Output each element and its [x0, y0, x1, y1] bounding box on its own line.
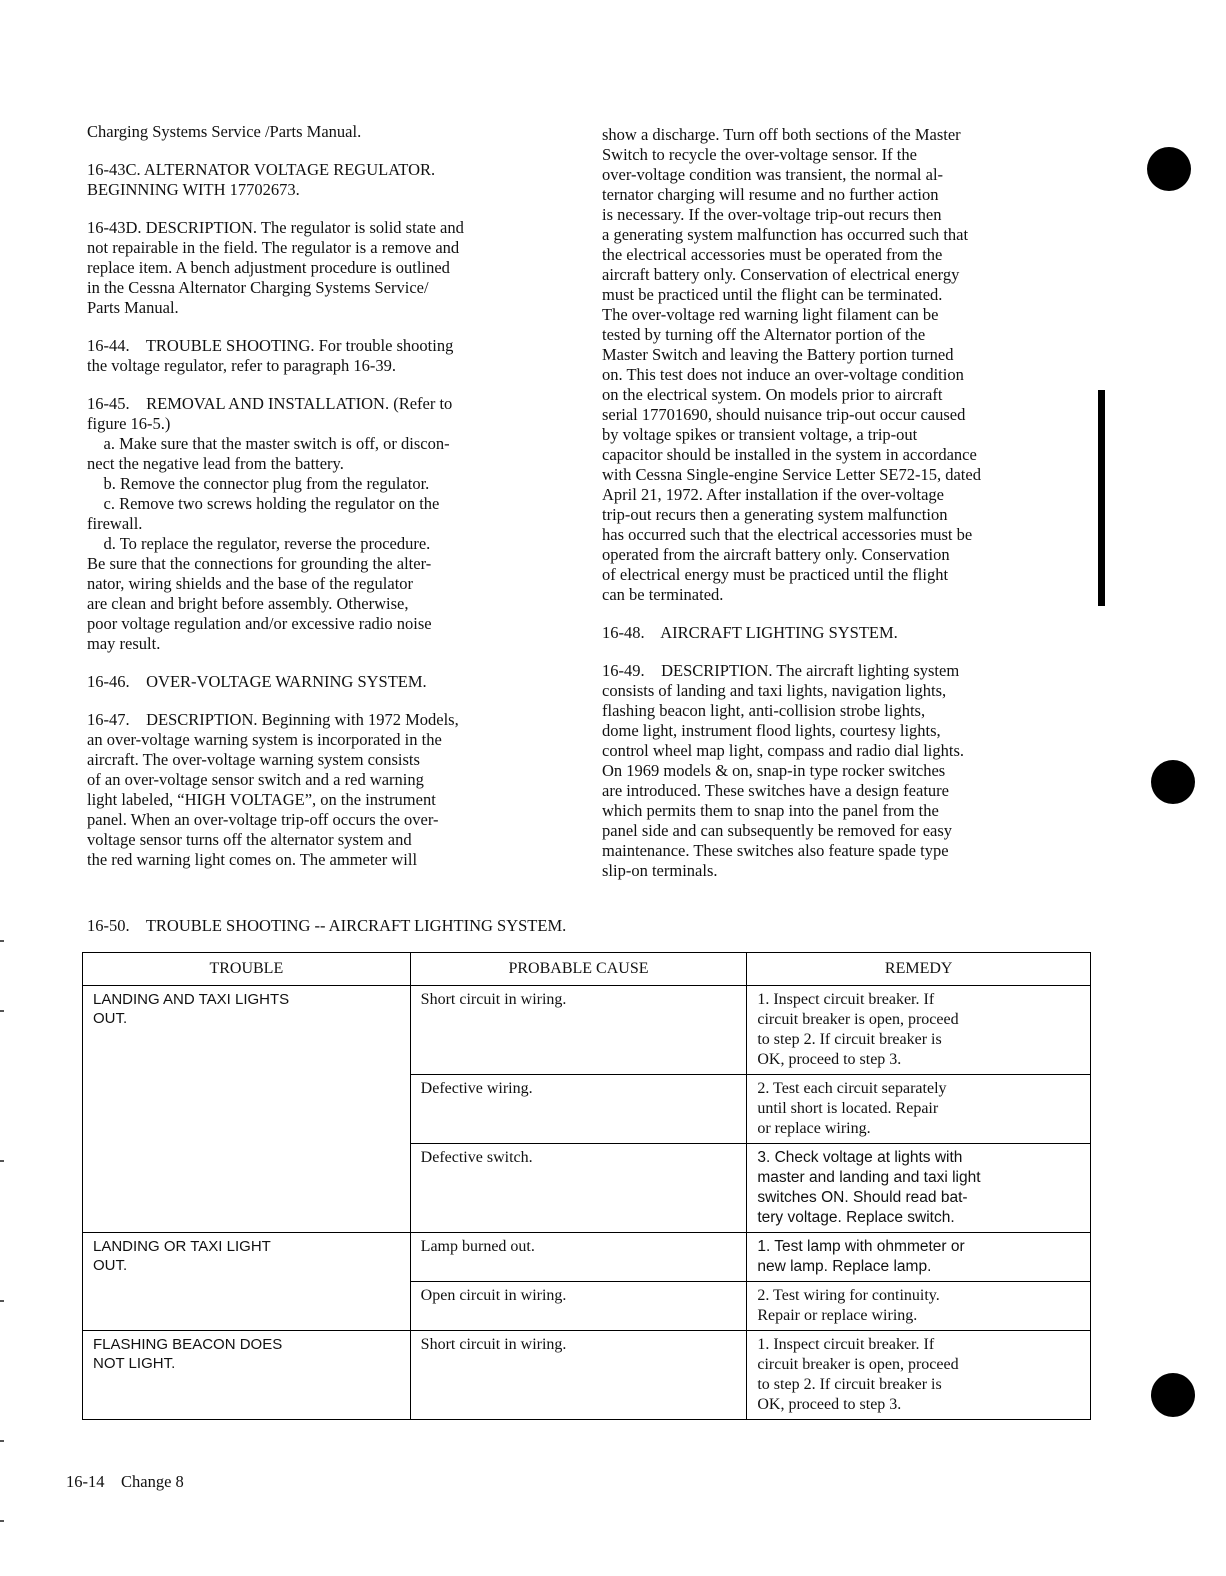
left-column — [87, 122, 567, 888]
section-16-44: 16-44. TROUBLE SHOOTING. For trouble shooting the voltage regulator, refer to paragraph 16-39. — [87, 336, 454, 375]
troubleshooting-table — [82, 952, 1091, 1420]
table-title: 16-50. TROUBLE SHOOTING -- AIRCRAFT LIGHTING SYSTEM. — [87, 916, 567, 935]
header-remedy: REMEDY — [747, 953, 1091, 986]
table-row — [83, 1331, 1091, 1420]
right-column — [602, 125, 1077, 899]
cause-cell: Short circuit in wiring. — [410, 1331, 747, 1420]
table-header-row — [83, 953, 1091, 986]
punch-hole-bottom — [1151, 1373, 1195, 1417]
trouble-cell: FLASHING BEACON DOES NOT LIGHT. — [83, 1331, 411, 1420]
remedy-cell: 1. Inspect circuit breaker. If circuit breaker is open, proceed to step 2. If circuit breaker is OK, proceed to step 3. — [747, 1331, 1091, 1420]
remedy-cell: 3. Check voltage at lights with master and landing and taxi light switches ON. Should read bat- tery voltage. Replace switch. — [747, 1144, 1091, 1233]
section-16-43c-heading: 16-43C. ALTERNATOR VOLTAGE REGULATOR. BEGINNING WITH 17702673. — [87, 160, 436, 199]
change-bar — [1098, 390, 1105, 606]
cause-cell: Lamp burned out. — [410, 1233, 747, 1282]
section-16-47: 16-47. DESCRIPTION. Beginning with 1972 Models, an over-voltage warning system is incorporated in the aircraft. The over-voltage warning system consists of an over-voltage sensor switch and a red warning light labeled, “HIGH VOLTAGE”, on the instrument panel. When an over-voltage trip-off occurs the over- voltage sensor turns off the alternator system and the red warning light comes on. The ammeter will — [87, 710, 459, 869]
section-16-47-continued: show a discharge. Turn off both sections of the Master Switch to recycle the over-voltage sensor. If the over-voltage condition was transient, the normal al- ternator charging will resume and no further action is necessary. If the over-voltage trip-out recurs then a generating system malfunction has occurred such that the electrical accessories must be operated from the aircraft battery only. Conservation of electrical energy must be practiced until the flight can be terminated. The over-voltage red warning light filament can be tested by turning off the Alternator portion of the Master Switch and leaving the Battery portion turned on. This test does not induce an over-voltage condition on the electrical system. On models prior to aircraft serial 17701690, should nuisance trip-out occur caused by voltage spikes or transient voltage, a trip-out capacitor should be installed in the system in accordance with Cessna Single-engine Service Letter SE72-15, dated April 21, 1972. After installation if the over-voltage trip-out recurs then a generating system malfunction has occurred such that the electrical accessories must be operated from the aircraft battery only. Conservation of electrical energy must be practiced until the flight can be terminated. — [602, 125, 981, 604]
section-16-46-heading: 16-46. OVER-VOLTAGE WARNING SYSTEM. — [87, 672, 427, 691]
margin-tick — [0, 1010, 4, 1012]
remedy-cell: 2. Test each circuit separately until short is located. Repair or replace wiring. — [747, 1075, 1091, 1144]
header-trouble: TROUBLE — [83, 953, 411, 986]
table-row — [83, 1233, 1091, 1282]
trouble-cell: LANDING AND TAXI LIGHTS OUT. — [83, 986, 411, 1233]
section-16-45: 16-45. REMOVAL AND INSTALLATION. (Refer to figure 16-5.) a. Make sure that the master switch is off, or discon- nect the negative lead from the battery. b. Remove the connector plug from the regulator. c. Remove two screws holding the regulator on the firewall. d. To replace the regulator, reverse the procedure. Be sure that the connections for grounding the alter- nator, wiring shields and the base of the regulator are clean and bright before assembly. Otherwise, poor voltage regulation and/or excessive radio noise may result. — [87, 394, 453, 653]
table-row — [83, 986, 1091, 1075]
section-16-49: 16-49. DESCRIPTION. The aircraft lighting system consists of landing and taxi lights, navigation lights, flashing beacon light, anti-collision strobe lights, dome light, instrument flood lights, courtesy lights, control wheel map light, compass and radio dial lights. On 1969 models & on, snap-in type rocker switches are introduced. These switches have a design feature which permits them to snap into the panel from the panel side and can subsequently be removed for easy maintenance. These switches also feature spade type slip-on terminals. — [602, 661, 965, 880]
section-16-48-heading: 16-48. AIRCRAFT LIGHTING SYSTEM. — [602, 623, 898, 642]
margin-tick — [0, 1300, 4, 1302]
cause-cell: Short circuit in wiring. — [410, 986, 747, 1075]
remedy-cell: 1. Test lamp with ohmmeter or new lamp. Replace lamp. — [747, 1233, 1091, 1282]
page-footer: 16-14 Change 8 — [66, 1472, 184, 1491]
cause-cell: Defective wiring. — [410, 1075, 747, 1144]
header-probable-cause: PROBABLE CAUSE — [410, 953, 747, 986]
cause-cell: Open circuit in wiring. — [410, 1282, 747, 1331]
intro-text: Charging Systems Service /Parts Manual. — [87, 122, 362, 141]
margin-tick — [0, 940, 4, 942]
trouble-cell: LANDING OR TAXI LIGHT OUT. — [83, 1233, 411, 1331]
margin-tick — [0, 1440, 4, 1442]
margin-tick — [0, 1160, 4, 1162]
remedy-cell: 2. Test wiring for continuity. Repair or replace wiring. — [747, 1282, 1091, 1331]
punch-hole-top — [1147, 147, 1191, 191]
section-16-43d: 16-43D. DESCRIPTION. The regulator is solid state and not repairable in the field. The regulator is a remove and replace item. A bench adjustment procedure is outlined in the Cessna Alternator Charging Systems Service/ Parts Manual. — [87, 218, 464, 317]
cause-cell: Defective switch. — [410, 1144, 747, 1233]
margin-tick — [0, 1520, 4, 1522]
punch-hole-middle — [1151, 760, 1195, 804]
remedy-cell: 1. Inspect circuit breaker. If circuit breaker is open, proceed to step 2. If circuit breaker is OK, proceed to step 3. — [747, 986, 1091, 1075]
